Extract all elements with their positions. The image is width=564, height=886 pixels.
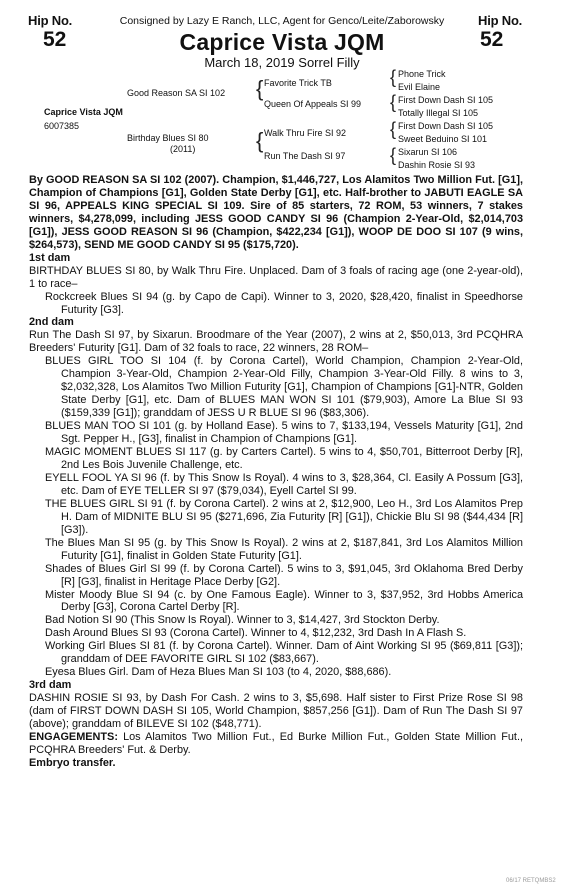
brace-1: {	[390, 67, 397, 87]
pedigree-ggp-5: First Down Dash SI 105	[398, 121, 494, 131]
horse-name: Caprice Vista JQM	[179, 29, 385, 55]
produce-item: THE BLUES GIRL SI 91 (f. by Corona Cartel). 2 wins at 2, $12,900, Leo H., 3rd Los Alamitos Prep H. Dam of MIDNITE BLU SI 95 ($271,696, Zia Futurity [R] [G1]), Chickie Blu SI 98 ($44,434 [R] [G3]).	[45, 497, 523, 536]
produce-item: The Blues Man SI 95 (g. by This Snow Is Royal). 2 wins at 2, $187,841, 3rd Los Alamitos Million Futurity [G1], finalist in Golden State Futurity [G1].	[45, 536, 523, 562]
pedigree-ggp-6: Sweet Beduino SI 101	[398, 134, 488, 144]
produce-item: Dash Around Blues SI 93 (Corona Cartel). Winner to 4, $12,232, 3rd Dash In A Flash S.	[45, 627, 467, 640]
produce-item: Working Girl Blues SI 81 (f. by Corona Cartel). Winner. Dam of Aint Working SI 95 ($69,811 [G3]); granddam of DEE FAVORITE GIRL SI 102 ($83,667).	[45, 640, 523, 666]
brace-4: {	[390, 145, 397, 165]
sire-paragraph: By GOOD REASON SA SI 102 (2007). Champion, $1,446,727, Los Alamitos Two Million Fut. [G1], Champion of Champions [G1], Golden State Derby [G1], etc. Half-brother to JABUTI EAGLE SA SI 96, APPEALS KING SPECIAL SI 109. Sire of 85 starters, 72 ROM, 53 winners, 7 stakes winners, $4,278,099, including JESS GOOD CANDY SI 96 (Champion 2-Year-Old, $2,014,703 [G1]), JESS GOOD REASON SI 96 (Champion, $422,234 [G1]), WOOP DE DOO SI 107 (9 wins, $264,573), SEND ME GOOD CANDY SI 95 ($175,720).	[29, 174, 523, 251]
first-dam-heading: 1st dam	[29, 251, 71, 264]
engagements-text: Los Alamitos Two Million Fut., Ed Burke Million Fut., Golden State Million Fut., PCQHRA Breeders' Fut. & Derby.	[29, 730, 523, 756]
pedigree-dam-sire: Walk Thru Fire SI 92	[264, 128, 347, 138]
pedigree-ggp-4: Totally Illegal SI 105	[398, 108, 479, 118]
hip-label-left: Hip No.	[28, 13, 73, 28]
pedigree-sire-dam: Queen Of Appeals SI 99	[264, 99, 362, 109]
consignor-line: Consigned by Lazy E Ranch, LLC, Agent for Genco/Leite/Zaborowsky	[119, 15, 445, 27]
brace-dam: {	[256, 128, 264, 153]
produce-item: Bad Notion SI 90 (This Snow Is Royal). Winner to 3, $14,427, 3rd Stockton Derby.	[45, 614, 440, 627]
produce-item: BLUES GIRL TOO SI 104 (f. by Corona Cartel), World Champion, Champion 2-Year-Old, Champion 3-Year-Old, Champion 2-Year-Old Filly, Champion 3-Year-Old Filly. 8 wins to 3, $2,032,328, Los Alamitos Two Million Futurity [G1], Champion of Champions [G1]-NTR, Golden State Derby [G1], etc. Dam of BLUES MAN WON SI 101 ($79,903), Amore La Blue SI 93 ($159,339 [G1]); granddam of JESS U R BLUE SI 96 ($83,306).	[45, 355, 523, 420]
footer-code: 06/17 RETQMBS2	[506, 878, 556, 884]
produce-item: Mister Moody Blue SI 94 (c. by One Famous Eagle). Winner to 3, $37,952, 3rd Hobbs America Derby [G3], Corona Cartel Derby [R].	[45, 588, 523, 614]
produce-item: EYELL FOOL YA SI 96 (f. by This Snow Is Royal). 4 wins to 3, $28,364, Cl. Easily A Possum [G3], etc. Dam of EYE TELLER SI 97 ($79,034), Eyell Cartel SI 99.	[45, 471, 523, 497]
second-dam-text: Run The Dash SI 97, by Sixarun. Broodmare of the Year (2007), 2 wins at 2, $50,013, 3rd PCQHRA Breeders' Futurity [G1]. Dam of 32 foals to race, 22 winners, 28 ROM–	[29, 329, 523, 355]
brace-sire: {	[256, 76, 264, 101]
produce-item: Eyesa Blues Girl. Dam of Heza Blues Man SI 103 (to 4, 2020, $88,686).	[45, 666, 392, 679]
pedigree-sire: Good Reason SA SI 102	[127, 88, 226, 98]
pedigree-ggp-8: Dashin Rosie SI 93	[398, 160, 476, 170]
pedigree-ggp-2: Evil Elaine	[398, 82, 441, 92]
pedigree-dam: Birthday Blues SI 80	[127, 133, 209, 143]
produce-item: MAGIC MOMENT BLUES SI 117 (g. by Carters Cartel). 5 wins to 4, $50,701, Bitterroot Derby [R], 2nd Les Bois Juvenile Challenge, etc.	[45, 446, 523, 471]
third-dam-text: DASHIN ROSIE SI 93, by Dash For Cash. 2 wins to 3, $5,698. Half sister to First Prize Rose SI 98 (dam of FIRST DOWN DASH SI 105, World Champion, $857,256 [G1]). Dam of Run The Dash SI 97 (above); granddam of BILEVE SI 102 ($48,771).	[29, 692, 523, 731]
second-dam-heading: 2nd dam	[29, 316, 74, 329]
pedigree-dam-year: (2011)	[170, 144, 196, 154]
pedigree-subject: Caprice Vista JQM	[44, 107, 123, 117]
pedigree-ggp-1: Phone Trick	[398, 69, 446, 79]
produce-item: Shades of Blues Girl SI 99 (f. by Corona Cartel). 5 wins to 3, $91,045, 3rd Oklahoma Bred Derby [R] [G3], finalist in Heritage Place Derby [G2].	[45, 562, 523, 588]
catalog-body	[29, 174, 523, 770]
first-dam-text: BIRTHDAY BLUES SI 80, by Walk Thru Fire. Unplaced. Dam of 3 foals of racing age (one 2-year-old), 1 to race–	[29, 264, 523, 290]
birth-info: March 18, 2019 Sorrel Filly	[204, 55, 360, 70]
brace-2: {	[390, 92, 397, 112]
engagements-label: ENGAGEMENTS:	[29, 730, 118, 743]
brace-3: {	[390, 119, 397, 139]
pedigree-ggp-7: Sixarun SI 106	[398, 147, 458, 157]
engagements	[29, 731, 523, 757]
embryo-note: Embryo transfer.	[29, 756, 116, 769]
hip-label-right: Hip No.	[478, 13, 523, 28]
pedigree-sire-sire: Favorite Trick TB	[264, 78, 332, 88]
pedigree-subject-id: 6007385	[44, 121, 80, 131]
produce-item: BLUES MAN TOO SI 101 (g. by Holland Ease). 5 wins to 7, $133,194, Vessels Maturity [G1], 2nd Sgt. Pepper H., [G3], finalist in Champion of Champions [G1].	[45, 420, 523, 446]
first-dam-produce: Rockcreek Blues SI 94 (g. by Capo de Capi). Winner to 3, 2020, $28,420, finalist in Speedhorse Futurity [G3].	[45, 290, 523, 316]
hip-number-left: 52	[43, 28, 67, 51]
hip-number-right: 52	[480, 28, 504, 51]
third-dam-heading: 3rd dam	[29, 679, 72, 692]
pedigree-ggp-3: First Down Dash SI 105	[398, 95, 494, 105]
pedigree-dam-dam: Run The Dash SI 97	[264, 151, 346, 161]
